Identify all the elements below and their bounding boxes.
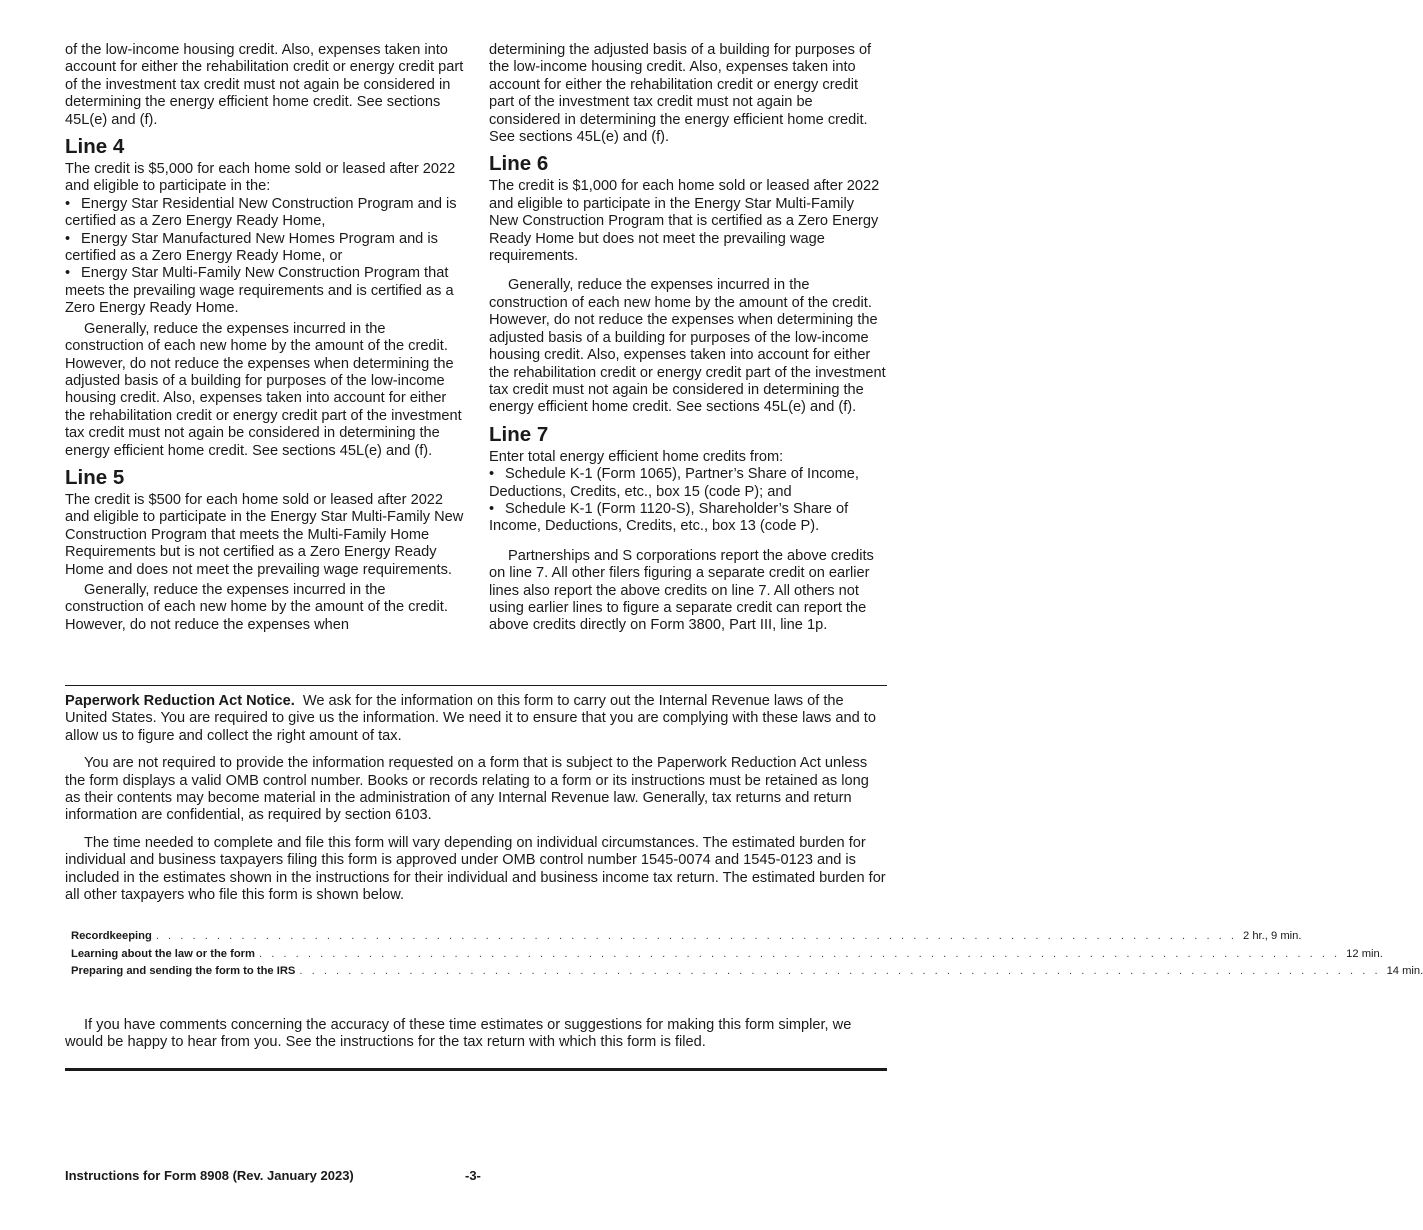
heading-line-7: Line 7 [489, 422, 549, 446]
heading-line-6: Line 6 [489, 152, 549, 176]
paragraph: of the low-income housing credit. Also, expenses taken into account for either the rehabilitation credit or energy credit part of the investment tax credit must not again be considered in determining the energy efficient home credit. See sections 45L(e) and (f). [65, 42, 464, 128]
burden-row [71, 928, 1302, 946]
burden-value: 14 min. [1386, 965, 1423, 977]
paragraph: Generally, reduce the expenses incurred in the construction of each new home by the amount of the credit. However, do not reduce the expenses when determining the adjusted basis of a building for purposes of the low-income housing credit. Also, expenses taken into account for either the rehabilitation credit or energy credit part of the investment tax credit must not again be considered in determining the energy efficient home credit. See sections 45L(e) and (f). [489, 277, 886, 416]
bullet-item: • Schedule K-1 (Form 1120-S), Shareholder’s Share of Income, Deductions, Credits, etc., box 13 (code P). [489, 501, 887, 536]
paragraph: The credit is $5,000 for each home sold or leased after 2022 and eligible to participate in the: [65, 161, 456, 195]
burden-row [71, 963, 1423, 981]
closing-paragraph: If you have comments concerning the accuracy of these time estimates or suggestions for making this form simpler, we would be happy to hear from you. See the instructions for the tax return with which this form is filed. [65, 1017, 852, 1051]
burden-label: Preparing and sending the form to the IRS [71, 965, 296, 977]
heading-line-5: Line 5 [65, 465, 125, 489]
paragraph: Generally, reduce the expenses incurred in the construction of each new home by the amount of the credit. However, do not reduce the expenses when [65, 581, 448, 633]
notice-paragraph [65, 693, 887, 745]
right-column [489, 42, 887, 635]
paperwork-notice [65, 693, 887, 914]
left-column [65, 42, 465, 634]
notice-paragraph: You are not required to provide the information requested on a form that is subject to the Paperwork Reduction Act unless the form displays a valid OMB control number. Books or records relating to a form or its instructions must be retained as long as their contents may become material in the administration of any Internal Revenue law. Generally, tax returns and return information are confidential, as required by section 6103. [65, 755, 869, 824]
paragraph: The credit is $1,000 for each home sold or leased after 2022 and eligible to participate in the Energy Star Multi-Family New Construction Program that is certified as a Zero Energy Ready Home but does not meet the prevailing wage requirements. [489, 178, 880, 265]
bullet-item: • Schedule K-1 (Form 1065), Partner’s Share of Income, Deductions, Credits, etc., box 15 (code P); and [489, 466, 887, 501]
footer-divider [65, 1068, 887, 1071]
bullet-item: • Energy Star Multi-Family New Construction Program that meets the prevailing wage requirements and is certified as a Zero Energy Ready Home. [65, 265, 465, 317]
notice-text: We ask for the information on this form to carry out the Internal Revenue laws of the United States. You are required to give us the information. We need it to ensure that you are complying with these laws and to allow us to figure and collect the right amount of tax. [65, 693, 876, 744]
burden-table [71, 928, 1423, 981]
bullet-item: • Energy Star Residential New Construction Program and is certified as a Zero Energy Ready Home, [65, 196, 465, 231]
paragraph: Generally, reduce the expenses incurred in the construction of each new home by the amount of the credit. However, do not reduce the expenses when determining the adjusted basis of a building for purposes of the low-income housing credit. Also, expenses taken into account for either the rehabilitation credit or energy credit part of the investment tax credit must not again be considered in determining the energy efficient home credit. See sections 45L(e) and (f). [65, 320, 462, 459]
heading-line-4: Line 4 [65, 135, 125, 159]
section-divider [65, 685, 887, 686]
dot-leader: . . . . . . . . . . . . . . . . . . . . . . . . . . . . . . . . . . . . . . . . . . . . . . . . . . . . . . . . . . . . . . . . . . . . . . . . . . . . . . . . . . . . . . . . . [155, 930, 1237, 942]
burden-label: Recordkeeping [71, 930, 152, 942]
paragraph: Partnerships and S corporations report the above credits on line 7. All other filers figuring a separate credit on earlier lines also report the above credits on line 7. All others not using earlier lines to figure a separate credit can report the above credits directly on Form 3800, Part III, line 1p. [489, 547, 874, 634]
bullet-item: • Energy Star Manufactured New Homes Program and is certified as a Zero Energy Ready Home, or [65, 231, 465, 266]
burden-value: 12 min. [1346, 947, 1383, 960]
paragraph: Enter total energy efficient home credits from: [489, 448, 784, 465]
page-number: -3- [465, 1168, 481, 1183]
notice-paragraph: The time needed to complete and file this form will vary depending on individual circumstances. The estimated burden for individual and business taxpayers filing this form is approved under OMB control number 1545-0074 and 1545-0123 and is included in the estimates shown in the instructions for their individual and business income tax return. The estimated burden for all other taxpayers who file this form is shown below. [65, 834, 886, 904]
notice-title: Paperwork Reduction Act Notice. [65, 693, 295, 709]
burden-value: 2 hr., 9 min. [1243, 930, 1302, 942]
burden-label: Learning about the law or the form [71, 947, 255, 960]
paragraph: determining the adjusted basis of a building for purposes of the low-income housing credit. Also, expenses taken into account for either the rehabilitation credit or energy credit part of the investment tax credit must not again be considered in determining the energy efficient home credit. See sections 45L(e) and (f). [489, 42, 872, 146]
footer-title: Instructions for Form 8908 (Rev. January 2023) [65, 1168, 354, 1183]
dot-leader: . . . . . . . . . . . . . . . . . . . . . . . . . . . . . . . . . . . . . . . . . . . . . . . . . . . . . . . . . . . . . . . . . . . . . . . . . . . . . . . . . . . . . . . . . [258, 947, 1341, 960]
paragraph: The credit is $500 for each home sold or leased after 2022 and eligible to participate in the Energy Star Multi-Family New Construction Program that meets the Multi-Family Home Requirements but is not certified as a Zero Energy Ready Home and does not meet the prevailing wage requirements. [65, 491, 464, 578]
burden-row [71, 946, 1383, 964]
dot-leader: . . . . . . . . . . . . . . . . . . . . . . . . . . . . . . . . . . . . . . . . . . . . . . . . . . . . . . . . . . . . . . . . . . . . . . . . . . . . . . . . . . . . . . . . . [299, 965, 1381, 977]
